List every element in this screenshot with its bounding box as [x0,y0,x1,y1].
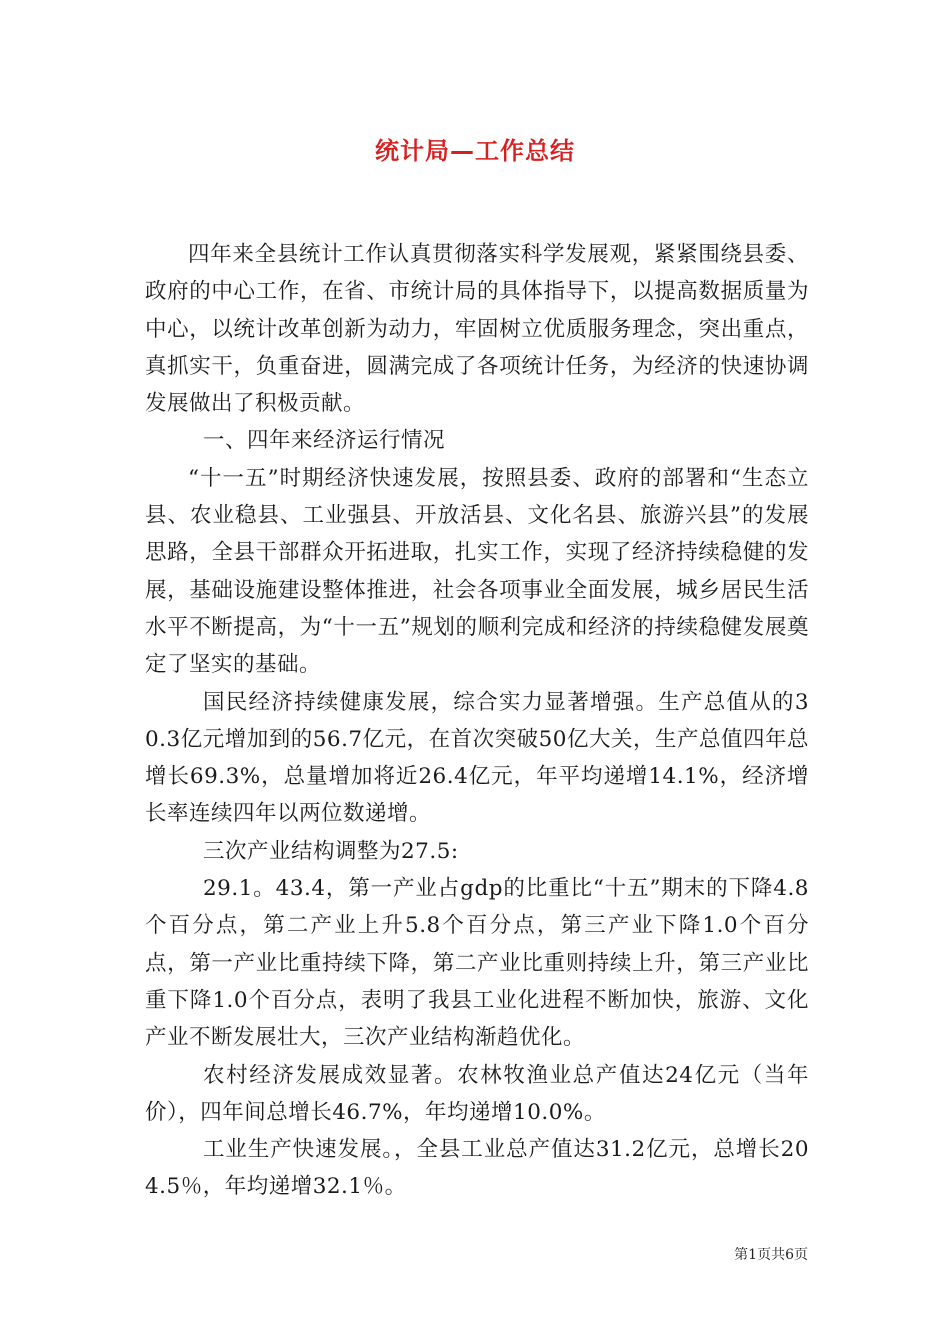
paragraph-development: “十一五”时期经济快速发展，按照县委、政府的部署和“生态立县、农业稳县、工业强县、开放活县、文化名县、旅游兴县”的发展思路，全县干部群众开拓进取，扎实工作，实现了经济持续稳健的发展，基础设施建设整体推进，社会各项事业全面发展，城乡居民生活水平不断提高，为“十一五”规划的顺利完成和经济的持续稳健发展奠定了坚实的基础。 [145,465,809,678]
paragraph-intro: 四年来全县统计工作认真贯彻落实科学发展观，紧紧围绕县委、政府的中心工作，在省、市统计局的具体指导下，以提高数据质量为中心，以统计改革创新为动力，牢固树立优质服务理念，突出重点，真抓实干，负重奋进，圆满完成了各项统计任务，为经济的快速协调发展做出了积极贡献。 [145,242,809,417]
document-title: 统计局—工作总结 [375,137,575,165]
paragraph-industrial-production: 工业生产快速发展。，全县工业总产值达31.2亿元，总增长204.5％，年均递增32.1％。 [145,1137,809,1200]
paragraph-industry-structure-heading: 三次产业结构调整为27.5: [203,838,459,864]
document-body [145,236,809,1206]
page-number: 第1页共6页 [734,1247,808,1263]
section-heading-1: 一、四年来经济运行情况 [203,428,446,454]
paragraph-rural-economy: 农村经济发展成效显著。农林牧渔业总产值达24亿元（当年价），四年间总增长46.7%，年均递增10.0%。 [145,1062,809,1125]
paragraph-industry-structure: 29.1。43.4，第一产业占gdp的比重比“十五”期末的下降4.8个百分点，第二产业上升5.8个百分点，第三产业下降1.0个百分点，第一产业比重持续下降，第二产业比重则持续上升，第三产业比重下降1.0个百分点，表明了我县工业化进程不断加快，旅游、文化产业不断发展壮大，三次产业结构渐趋优化。 [145,876,809,1051]
paragraph-national-economy: 国民经济持续健康发展，综合实力显著增强。生产总值从的30.3亿元增加到的56.7亿元，在首次突破50亿大关，生产总值四年总增长69.3%，总量增加将近26.4亿元，年平均递增14.1%，经济增长率连续四年以两位数递增。 [145,689,809,827]
